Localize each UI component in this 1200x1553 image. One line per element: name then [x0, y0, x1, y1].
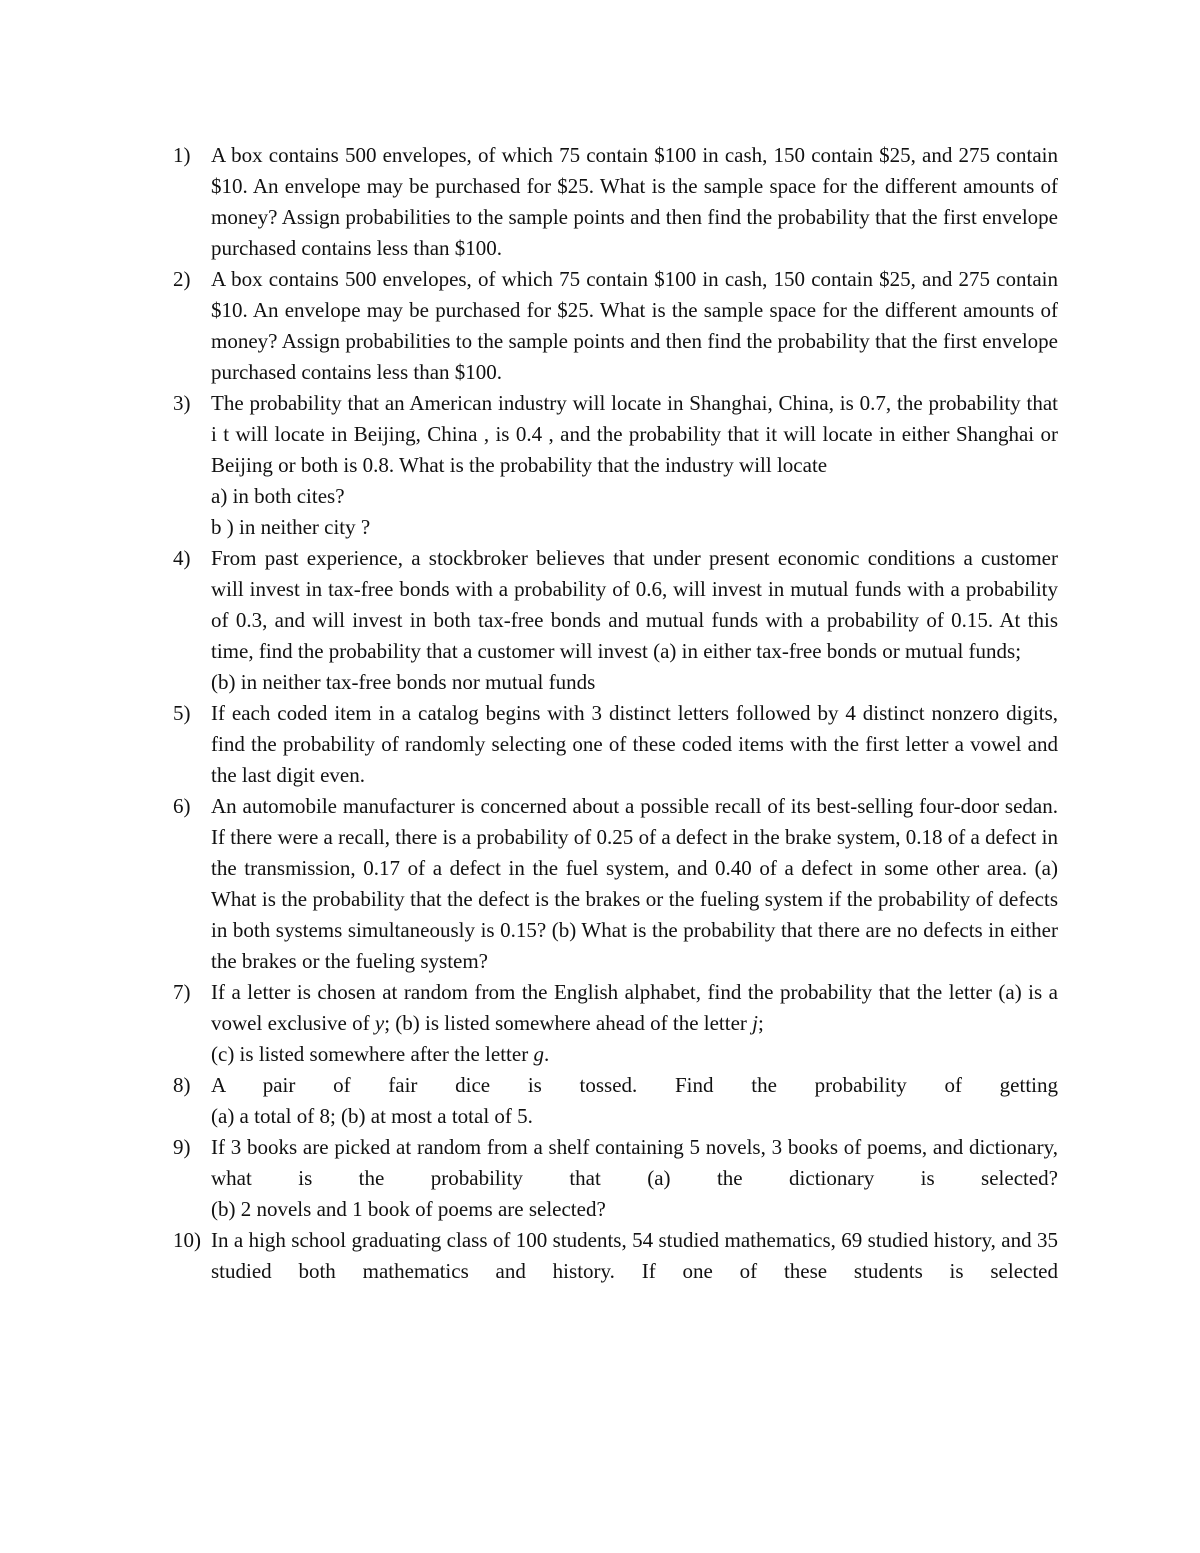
problem-number: 1) — [173, 143, 191, 167]
variable-g: g — [533, 1042, 544, 1066]
problem-4 — [173, 543, 1058, 698]
problem-8 — [173, 1070, 1058, 1132]
problem-2 — [173, 264, 1058, 388]
problem-5 — [173, 698, 1058, 791]
problem-text: A box contains 500 envelopes, of which 75 contain $100 in cash, 150 contain $25, and 275 contain $10. An envelope may be purchased for $25. What is the sample space for the different amounts of money? Assign probabilities to the sample points and then find the probability that the first envelope purchased contains less than $100. — [211, 143, 1058, 260]
variable-y: y — [374, 1011, 385, 1035]
problem-text — [211, 977, 1058, 1039]
problem-text: From past experience, a stockbroker believes that under present economic conditions a customer will invest in tax-free bonds with a probability of 0.6, will invest in mutual funds with a probability of 0.3, and will invest in both tax-free bonds and mutual funds with a probability of 0.15. At this time, find the probability that a customer will invest (a) in either tax-free bonds or mutual funds; — [211, 546, 1058, 663]
problem-text-part: ; (b) is listed somewhere ahead of the letter — [384, 1011, 753, 1035]
problem-9 — [173, 1132, 1058, 1225]
problem-text-part: . — [543, 1042, 550, 1066]
problem-part: a) in both cites? — [211, 484, 345, 508]
problem-part: (a) a total of 8; (b) at most a total of 5. — [211, 1104, 533, 1128]
problem-part: b ) in neither city ? — [211, 515, 371, 539]
problem-text: An automobile manufacturer is concerned about a possible recall of its best-selling four-door sedan. If there were a recall, there is a probability of 0.25 of a defect in the brake system, 0.18 of a defect in the transmission, 0.17 of a defect in the fuel system, and 0.40 of a defect in some other area. (a) What is the probability that the defect is the brakes or the fueling system if the probability of defects in both systems simultaneously is 0.15? (b) What is the probability that there are no defects in either the brakes or the fueling system? — [211, 794, 1058, 973]
problem-text-part: If a letter is chosen at random from the English alphabet, find the probability that the letter (a) is a vowel exclusive of — [211, 980, 1058, 1035]
problem-number: 8) — [173, 1073, 191, 1097]
problem-part: (b) 2 novels and 1 book of poems are selected? — [211, 1197, 606, 1221]
problem-text-part: ; — [758, 1011, 764, 1035]
problem-3 — [173, 388, 1058, 543]
problem-part — [211, 1039, 1058, 1070]
problem-text: If each coded item in a catalog begins with 3 distinct letters followed by 4 distinct nonzero digits, find the probability of randomly selecting one of these coded items with the first letter a vowel and the last digit even. — [211, 701, 1058, 787]
problem-text: If 3 books are picked at random from a shelf containing 5 novels, 3 books of poems, and dictionary, what is the probability that (a) the dictionary is selected? — [211, 1135, 1058, 1190]
problem-number: 5) — [173, 701, 191, 725]
problem-number: 6) — [173, 794, 191, 818]
problem-number: 10) — [173, 1228, 201, 1252]
problem-6 — [173, 791, 1058, 977]
problem-7 — [173, 977, 1058, 1070]
problem-text: In a high school graduating class of 100 students, 54 studied mathematics, 69 studied history, and 35 studied both mathematics and history. If one of these students is selected — [211, 1228, 1058, 1283]
problem-number: 3) — [173, 391, 191, 415]
problem-text: A box contains 500 envelopes, of which 75 contain $100 in cash, 150 contain $25, and 275 contain $10. An envelope may be purchased for $25. What is the sample space for the different amounts of money? Assign probabilities to the sample points and then find the probability that the first envelope purchased contains less than $100. — [211, 267, 1058, 384]
problem-number: 9) — [173, 1135, 191, 1159]
problem-part: (b) in neither tax-free bonds nor mutual funds — [211, 670, 596, 694]
problem-text-part: (c) is listed somewhere after the letter — [211, 1042, 534, 1066]
problem-text: A pair of fair dice is tossed. Find the probability of getting — [211, 1073, 1058, 1097]
problem-10 — [173, 1225, 1058, 1287]
problem-number: 7) — [173, 980, 191, 1004]
problem-list — [173, 140, 1058, 1287]
problem-number: 4) — [173, 546, 191, 570]
problem-text: The probability that an American industry will locate in Shanghai, China, is 0.7, the probability that i t will locate in Beijing, China , is 0.4 , and the probability that it will locate in either Shanghai or Beijing or both is 0.8. What is the probability that the industry will locate — [211, 391, 1058, 477]
problem-1 — [173, 140, 1058, 264]
variable-j: j — [752, 1011, 758, 1035]
problem-number: 2) — [173, 267, 191, 291]
